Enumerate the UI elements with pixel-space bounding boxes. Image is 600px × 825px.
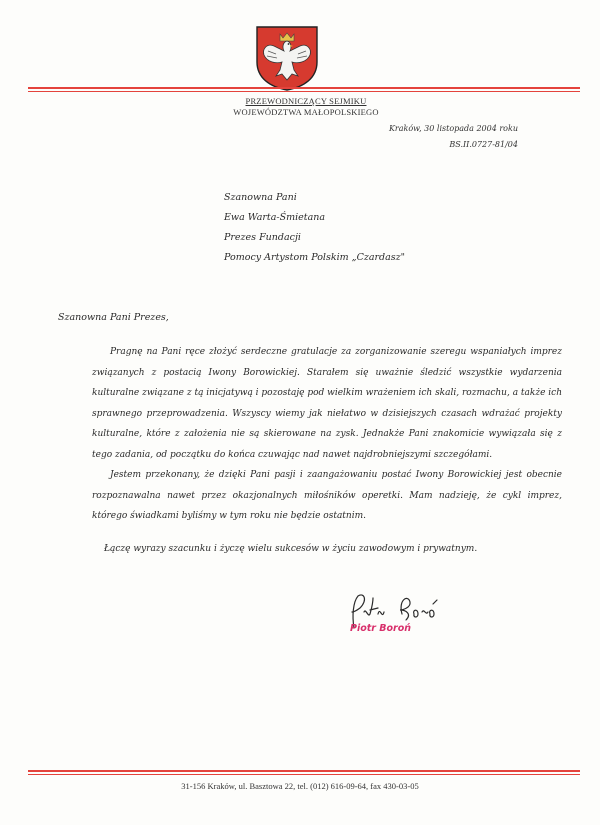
recipient-line-1: Szanowna Pani (224, 192, 297, 203)
signatory-name: Piotr Boroń (350, 623, 412, 634)
closing-line: Łączę wyrazy szacunku i życzę wielu sukcesów w życiu zawodowym i prywatnym. (104, 544, 478, 554)
header-rule-thin (28, 91, 580, 92)
coat-of-arms-icon (254, 24, 320, 92)
office-title-line-1: PRZEWODNICZĄCY SEJMIKU (245, 96, 367, 106)
paragraph-1: Pragnę na Pani ręce złożyć serdeczne gratulacje za zorganizowanie szeregu wspaniałych imprez związanych z postacią Iwony Borowickiej. Starałem się uważnie śledzić wszystkie wydarzenia kulturalne związane z tą inicjatywą i pozostaję pod wielkim wrażeniem ich skali, rozmachu, a także ich sprawnego przeprowadzenia. Wszyscy wiemy jak niełatwo w dzisiejszych czasach wdrażać projekty kulturalne, które z założenia nie są skierowane na zysk. Jednakże Pani znakomicie wywiązała się z tego zadania, od początku do końca czuwając nad nawet najdrobniejszymi szczegółami. (92, 347, 563, 460)
recipient-line-4: Pomocy Artystom Polskim „Czardasz" (224, 252, 406, 263)
paragraph-2: Jestem przekonany, że dzięki Pani pasji i zaangażowaniu postać Iwony Borowickiej jest obecnie rozpoznawalna nawet przez okazjonalnych miłośników operetki. Mam nadzieję, że cykl imprez, którego świadkami byliśmy w tym roku nie będzie ostatnim. (92, 470, 562, 521)
letter-meta (389, 121, 518, 153)
office-title-line-2: WOJEWÓDZTWA MAŁOPOLSKIEGO (233, 107, 379, 117)
recipient-line-2: Ewa Warta-Śmietana (224, 212, 326, 223)
footer-address: 31-156 Kraków, ul. Basztowa 22, tel. (012) 616-09-64, fax 430-03-05 (181, 781, 419, 791)
letter-body (92, 342, 562, 527)
footer-rule (28, 770, 580, 772)
recipient-line-3: Prezes Fundacji (224, 232, 301, 243)
place-date: Kraków, 30 listopada 2004 roku (388, 124, 518, 133)
footer-rule-thin (28, 774, 580, 775)
office-title (226, 96, 386, 118)
header-rule (28, 87, 580, 89)
reference-number: BS.II.0727-81/04 (449, 140, 518, 149)
salutation: Szanowna Pani Prezes, (58, 312, 169, 323)
recipient-block (224, 188, 405, 268)
